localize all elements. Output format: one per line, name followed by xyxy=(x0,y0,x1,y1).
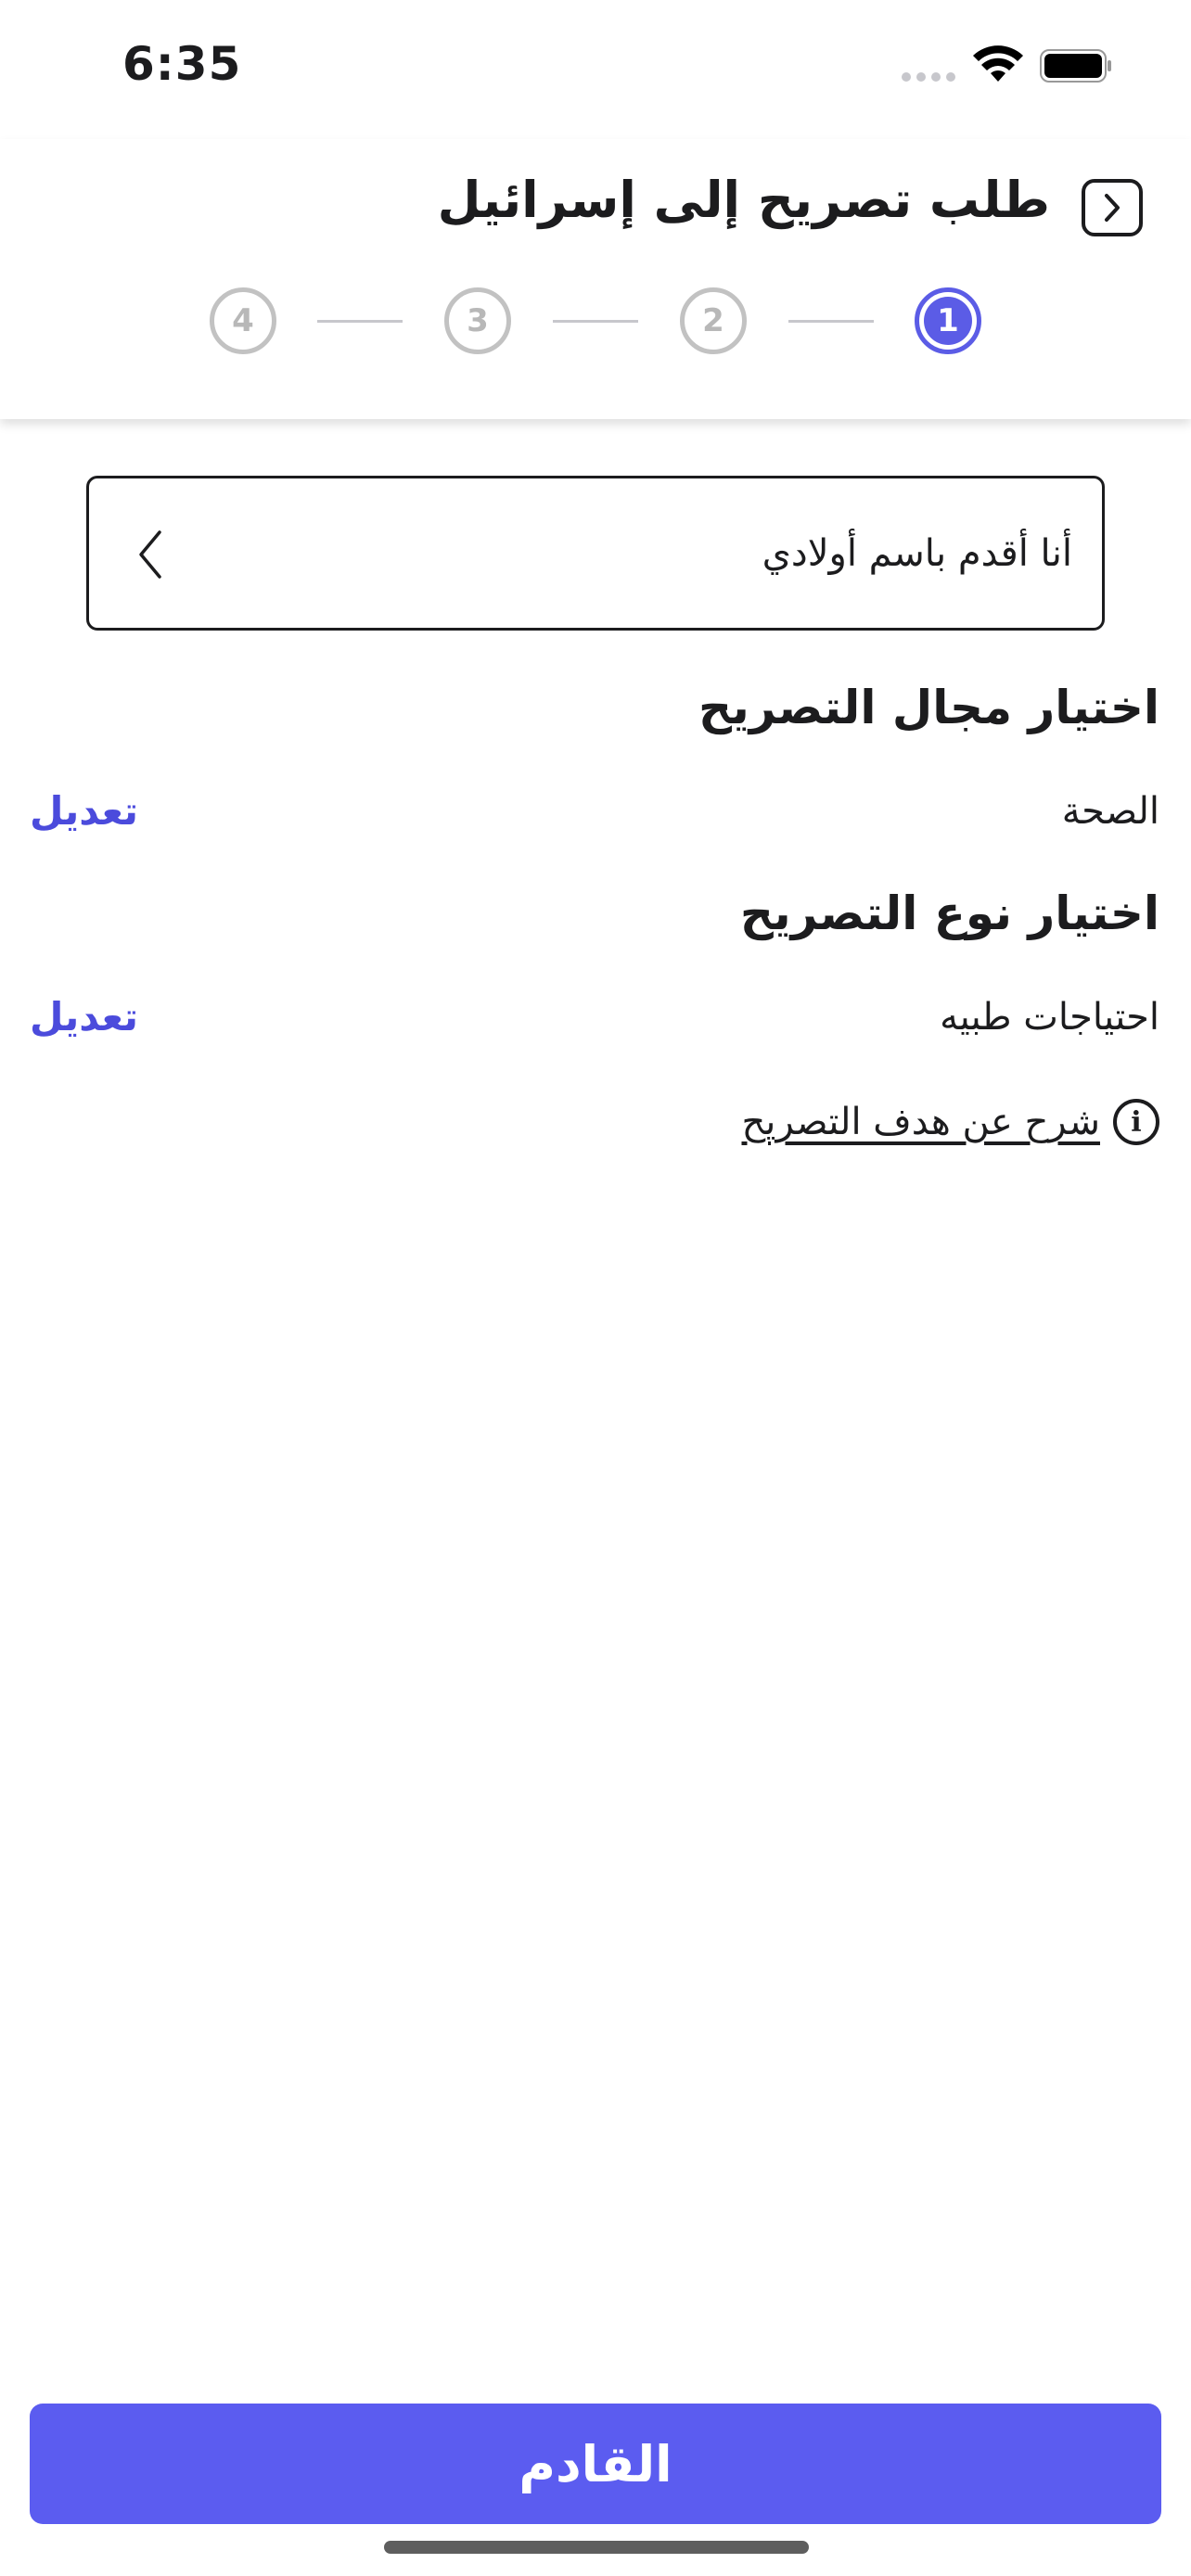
permit-field-title: اختيار مجال التصريح xyxy=(698,681,1159,734)
next-button[interactable]: القادم xyxy=(30,2404,1161,2524)
status-time: 6:35 xyxy=(122,37,242,91)
edit-permit-field-button[interactable]: تعديل xyxy=(30,788,138,834)
step-connector xyxy=(788,320,874,323)
wifi-icon xyxy=(972,45,1024,83)
step-connector xyxy=(317,320,403,323)
cellular-signal-icon xyxy=(902,72,957,85)
edit-permit-type-button[interactable]: تعديل xyxy=(30,994,138,1039)
permit-field-value: الصحة xyxy=(1061,790,1159,833)
permit-purpose-link[interactable]: شرح عن هدف التصريح xyxy=(741,1101,1100,1143)
permit-type-value: احتياجات طبيه xyxy=(940,996,1159,1039)
step-1-active: 1 xyxy=(915,287,981,354)
chevron-left-icon xyxy=(135,527,167,582)
permit-purpose-info[interactable] xyxy=(741,1094,1159,1150)
step-3: 3 xyxy=(444,287,511,354)
home-indicator xyxy=(384,2541,809,2554)
status-bar xyxy=(0,0,1191,139)
permit-type-title: اختيار نوع التصريح xyxy=(739,886,1159,940)
page-title: طلب تصريح إلى إسرائيل xyxy=(437,171,1050,229)
back-button[interactable] xyxy=(1082,179,1143,236)
step-connector xyxy=(553,320,638,323)
info-icon: i xyxy=(1113,1099,1159,1145)
applicant-selector-value: أنا أقدم باسم أولادي xyxy=(762,532,1072,575)
step-2: 2 xyxy=(680,287,747,354)
step-4: 4 xyxy=(210,287,276,354)
chevron-icon xyxy=(1100,192,1124,223)
battery-icon xyxy=(1039,48,1113,83)
stepper xyxy=(0,284,1191,358)
header xyxy=(0,139,1191,419)
applicant-selector[interactable] xyxy=(86,476,1105,631)
